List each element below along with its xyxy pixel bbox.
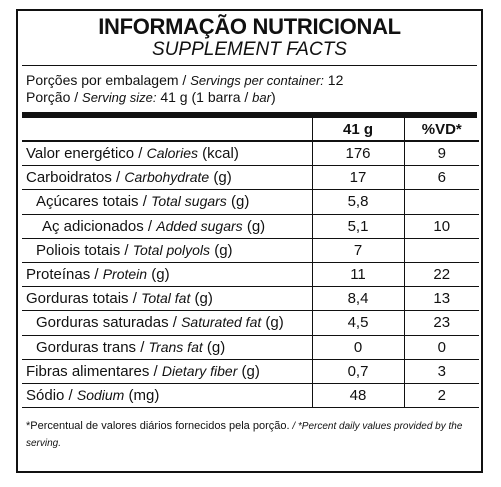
serving-size-close: ) bbox=[270, 89, 276, 105]
table-row bbox=[22, 287, 479, 311]
nutrient-unit: (g) bbox=[190, 290, 213, 308]
nutrient-name-pt: Gorduras trans / bbox=[36, 338, 149, 356]
nutrient-dv: 6 bbox=[404, 166, 479, 190]
panel-header bbox=[18, 16, 481, 59]
nutrient-label bbox=[22, 141, 312, 166]
header-blank bbox=[22, 118, 312, 141]
nutrient-unit: (g) bbox=[226, 193, 250, 211]
nutrient-name-en: Carbohydrate bbox=[124, 169, 210, 186]
table-row bbox=[22, 311, 479, 335]
table-row bbox=[22, 190, 479, 214]
nutrient-dv: 9 bbox=[404, 141, 479, 166]
nutrient-amount: 8,4 bbox=[312, 287, 404, 311]
nutrient-label bbox=[22, 335, 312, 359]
nutrient-name-pt: Aç adicionados / bbox=[42, 217, 157, 235]
table-row bbox=[22, 383, 479, 407]
table-row bbox=[22, 238, 479, 262]
nutrient-name-pt: Açúcares totais / bbox=[36, 193, 152, 211]
nutrient-label bbox=[22, 311, 312, 335]
nutrient-unit: (g) bbox=[202, 338, 226, 356]
table-row bbox=[22, 214, 479, 238]
nutrient-name-en: Total polyols bbox=[132, 241, 211, 258]
nutrient-amount: 7 bbox=[312, 238, 404, 262]
nutrient-amount: 0,7 bbox=[312, 359, 404, 383]
nutrient-unit: (kcal) bbox=[197, 145, 239, 163]
table-row bbox=[22, 359, 479, 383]
panel-subtitle: SUPPLEMENT FACTS bbox=[152, 39, 347, 60]
nutrient-label bbox=[22, 359, 312, 383]
nutrient-label bbox=[22, 190, 312, 214]
nutrient-name-pt: Gorduras totais / bbox=[26, 290, 142, 308]
servings-per-container bbox=[26, 72, 473, 89]
panel-title: INFORMAÇÃO NUTRICIONAL bbox=[98, 14, 401, 39]
nutrient-name-en: Saturated fat bbox=[181, 314, 262, 331]
serving-size-label-en: Serving size: bbox=[82, 90, 157, 105]
nutrient-name-en: Total sugars bbox=[151, 193, 227, 210]
nutrient-name-pt: Fibras alimentares / bbox=[26, 362, 162, 380]
nutrient-unit: (g) bbox=[261, 314, 284, 332]
nutrient-name-en: Added sugars bbox=[156, 217, 243, 234]
table-row bbox=[22, 335, 479, 359]
nutrient-dv: 10 bbox=[404, 214, 479, 238]
nutrient-label bbox=[22, 287, 312, 311]
nutrition-facts-panel bbox=[16, 9, 483, 473]
serving-size-unit-en: bar bbox=[252, 90, 271, 105]
nutrient-dv: 3 bbox=[404, 359, 479, 383]
nutrient-unit: (g) bbox=[147, 266, 170, 284]
nutrient-amount: 176 bbox=[312, 141, 404, 166]
nutrient-amount: 4,5 bbox=[312, 311, 404, 335]
footnote bbox=[18, 408, 481, 452]
nutrient-name-pt: Poliois totais / bbox=[36, 241, 133, 259]
nutrient-name-pt: Gorduras saturadas / bbox=[36, 314, 182, 332]
nutrient-name-en: Trans fat bbox=[148, 338, 203, 355]
nutrient-dv bbox=[404, 238, 479, 262]
nutrient-name-en: Calories bbox=[146, 145, 198, 162]
serving-size-value: 41 g (1 barra / bbox=[156, 89, 253, 105]
nutrient-dv: 13 bbox=[404, 287, 479, 311]
nutrient-amount: 11 bbox=[312, 262, 404, 286]
nutrient-label bbox=[22, 383, 312, 407]
nutrient-dv bbox=[404, 190, 479, 214]
nutrient-unit: (g) bbox=[237, 362, 260, 380]
servings-per-container-label: Porções por embalagem / bbox=[26, 72, 191, 88]
table-row bbox=[22, 262, 479, 286]
header-dv: %VD* bbox=[404, 118, 479, 141]
footnote-pt: *Percentual de valores diários fornecidos pela porção. bbox=[26, 420, 290, 433]
nutrient-label bbox=[22, 214, 312, 238]
servings-per-container-label-en: Servings per container: bbox=[190, 73, 324, 88]
nutrient-name-en: Total fat bbox=[141, 290, 191, 307]
serving-size-label: Porção / bbox=[26, 89, 83, 105]
footnote-en: / *Percent daily values provided by the serving. bbox=[26, 421, 463, 450]
nutrient-name-en: Dietary fiber bbox=[161, 362, 238, 379]
servings-info bbox=[18, 66, 481, 112]
nutrient-dv: 22 bbox=[404, 262, 479, 286]
nutrient-unit: (g) bbox=[242, 217, 266, 235]
nutrition-table bbox=[22, 118, 479, 408]
serving-size bbox=[26, 89, 473, 106]
nutrient-unit: (g) bbox=[209, 169, 232, 187]
nutrient-dv: 23 bbox=[404, 311, 479, 335]
table-row bbox=[22, 166, 479, 190]
nutrient-name-pt: Sódio / bbox=[26, 386, 77, 404]
nutrient-amount: 5,8 bbox=[312, 190, 404, 214]
nutrient-dv: 0 bbox=[404, 335, 479, 359]
nutrient-label bbox=[22, 166, 312, 190]
table-header-row bbox=[22, 118, 479, 141]
nutrient-name-en: Protein bbox=[102, 266, 148, 283]
table-row bbox=[22, 141, 479, 166]
nutrient-name-pt: Carboidratos / bbox=[26, 169, 125, 187]
nutrient-dv: 2 bbox=[404, 383, 479, 407]
nutrient-unit: (g) bbox=[210, 241, 233, 259]
nutrient-amount: 0 bbox=[312, 335, 404, 359]
header-amount: 41 g bbox=[312, 118, 404, 141]
nutrient-amount: 5,1 bbox=[312, 214, 404, 238]
nutrient-name-pt: Valor energético / bbox=[26, 145, 147, 163]
nutrient-name-en: Sodium bbox=[76, 386, 125, 403]
servings-per-container-value: 12 bbox=[323, 72, 344, 88]
nutrient-label bbox=[22, 238, 312, 262]
nutrient-amount: 17 bbox=[312, 166, 404, 190]
nutrient-unit: (mg) bbox=[124, 386, 160, 404]
nutrient-name-pt: Proteínas / bbox=[26, 266, 103, 284]
nutrient-amount: 48 bbox=[312, 383, 404, 407]
nutrient-label bbox=[22, 262, 312, 286]
